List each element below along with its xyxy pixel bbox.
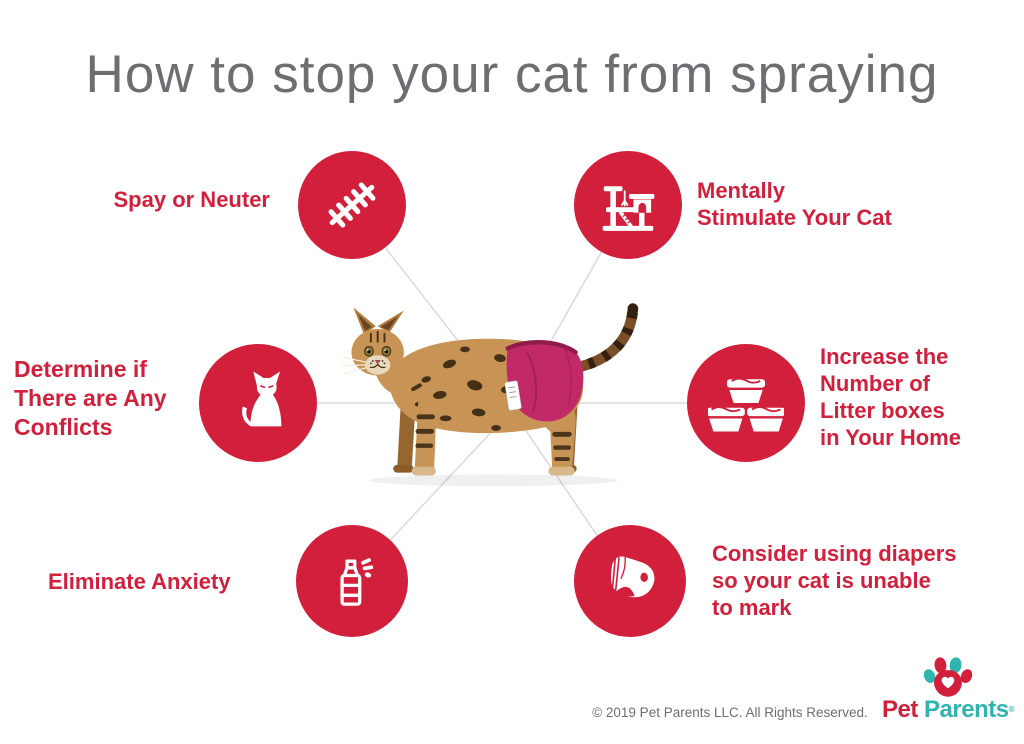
stimulate-circle (574, 151, 682, 259)
litter-boxes-icon (708, 365, 784, 441)
suture-icon (319, 172, 385, 238)
anxiety-label: Eliminate Anxiety (48, 569, 231, 594)
stimulate-label: Mentally Stimulate Your Cat (697, 178, 892, 230)
paw-icon (922, 656, 974, 698)
copyright-text: © 2019 Pet Parents LLC. All Rights Reserved. (592, 705, 868, 720)
cat-tree-icon (595, 172, 661, 238)
diapers-label: Consider using diapers so your cat is unable to mark (712, 541, 957, 620)
conflicts-label: Determine if There are Any Conflicts (14, 356, 167, 440)
sitting-cat-icon (223, 368, 293, 438)
bengal-cat-image (333, 296, 663, 492)
anxiety-circle (296, 525, 408, 637)
page-title: How to stop your cat from spraying (85, 45, 939, 104)
logo-wordmark: Pet Parents® (882, 696, 1014, 723)
pet-parents-logo (878, 656, 1018, 722)
spay-label: Spay or Neuter (113, 187, 270, 212)
litter-circle (687, 344, 805, 462)
conflicts-circle (199, 344, 317, 462)
spray-bottle-icon (319, 548, 385, 614)
spay-circle (298, 151, 406, 259)
diapers-circle (574, 525, 686, 637)
litter-label: Increase the Number of Litter boxes in Your Home (820, 344, 961, 450)
diaper-icon (595, 546, 665, 616)
